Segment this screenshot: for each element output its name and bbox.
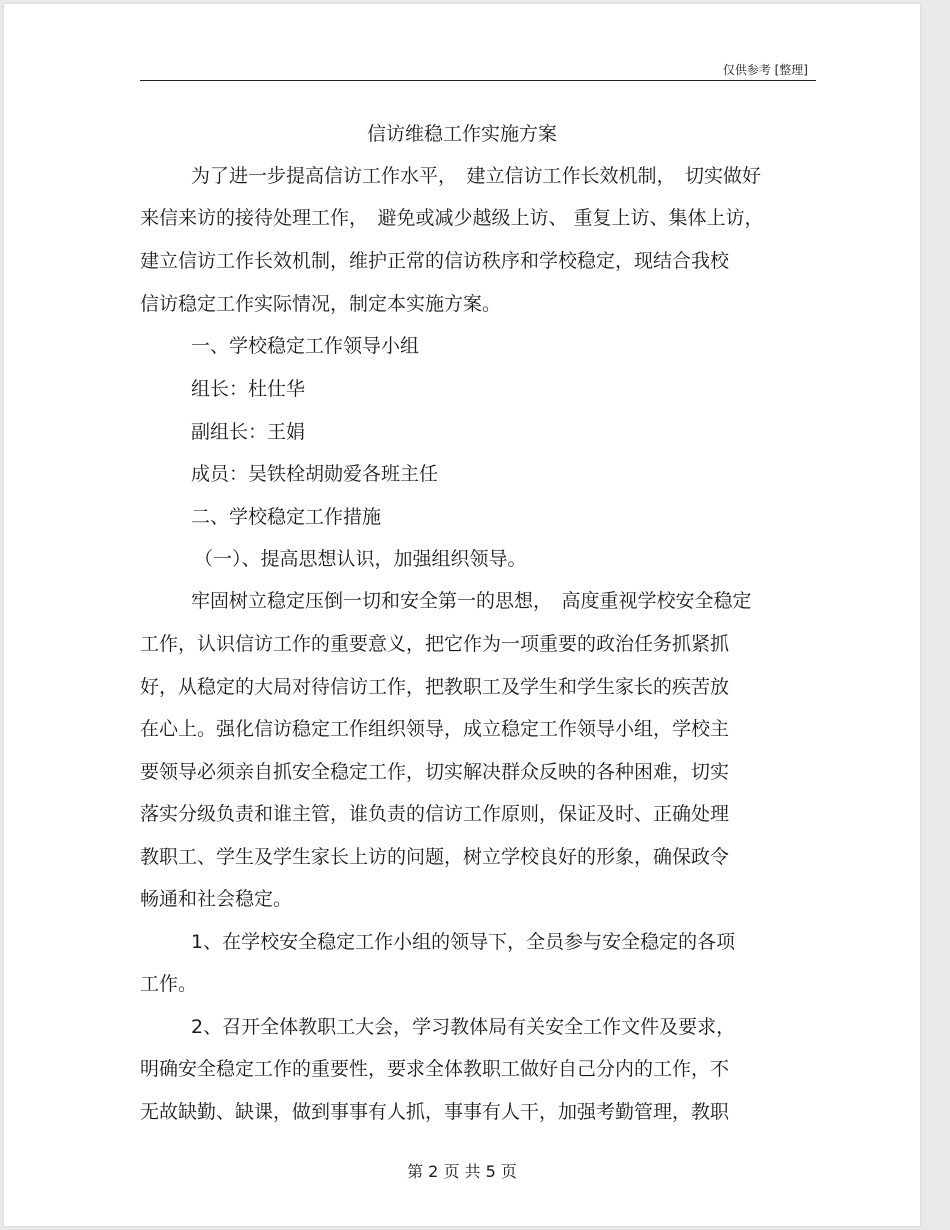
page-number: 第 2 页 共 5 页 [407, 1162, 517, 1181]
body-line: 明确安全稳定工作的重要性，要求全体教职工做好自己分内的工作，不 [140, 1058, 730, 1080]
body-line: 教职工、学生及学生家长上访的问题，树立学校良好的形象，确保政令 [140, 846, 730, 868]
body-line: 为了进一步提高信访工作水平， 建立信访工作长效机制， 切实做好 [191, 165, 762, 187]
section-heading: 一、学校稳定工作领导小组 [191, 335, 420, 357]
body-line: 在心上。强化信访稳定工作组织领导，成立稳定工作领导小组，学校主 [140, 718, 730, 740]
body-line: 信访稳定工作实际情况，制定本实施方案。 [140, 293, 502, 315]
body-line: 牢固树立稳定压倒一切和安全第一的思想， 高度重视学校安全稳定 [191, 590, 752, 612]
header-divider [140, 80, 816, 81]
body-line: 1、在学校安全稳定工作小组的领导下，全员参与安全稳定的各项 [191, 931, 736, 953]
body-line: 2、召开全体教职工大会，学习教体局有关安全工作文件及要求， [191, 1016, 736, 1038]
subsection-heading: （一）、提高思想认识，加强组织领导。 [194, 548, 527, 570]
body-line: 畅通和社会稳定。 [140, 888, 293, 910]
body-line: 落实分级负责和谁主管，谁负责的信访工作原则，保证及时、正确处理 [140, 803, 730, 825]
body-line: 工作。 [140, 973, 198, 995]
body-line: 要领导必须亲自抓安全稳定工作，切实解决群众反映的各种困难，切实 [140, 761, 730, 783]
body-line: 工作，认识信访工作的重要意义，把它作为一项重要的政治任务抓紧抓 [140, 633, 730, 655]
section-heading: 二、学校稳定工作措施 [191, 506, 382, 528]
body-line: 好，从稳定的大局对待信访工作，把教职工及学生和学生家长的疾苦放 [140, 676, 730, 698]
body-line: 组长：杜仕华 [191, 378, 306, 400]
body-line: 建立信访工作长效机制，维护正常的信访秩序和学校稳定，现结合我校 [140, 250, 730, 272]
body-line: 副组长：王娟 [191, 421, 306, 443]
document-title: 信访维稳工作实施方案 [366, 123, 557, 145]
body-line: 成员：吴铁栓胡勋爱各班主任 [191, 463, 439, 485]
header-note: 仅供参考 [整理] [722, 63, 808, 77]
body-line: 无故缺勤、缺课，做到事事有人抓，事事有人干，加强考勤管理，教职 [140, 1101, 730, 1123]
body-line: 来信来访的接待处理工作， 避免或减少越级上访、 重复上访、集体上访， [140, 207, 764, 229]
document-page [4, 4, 920, 1226]
